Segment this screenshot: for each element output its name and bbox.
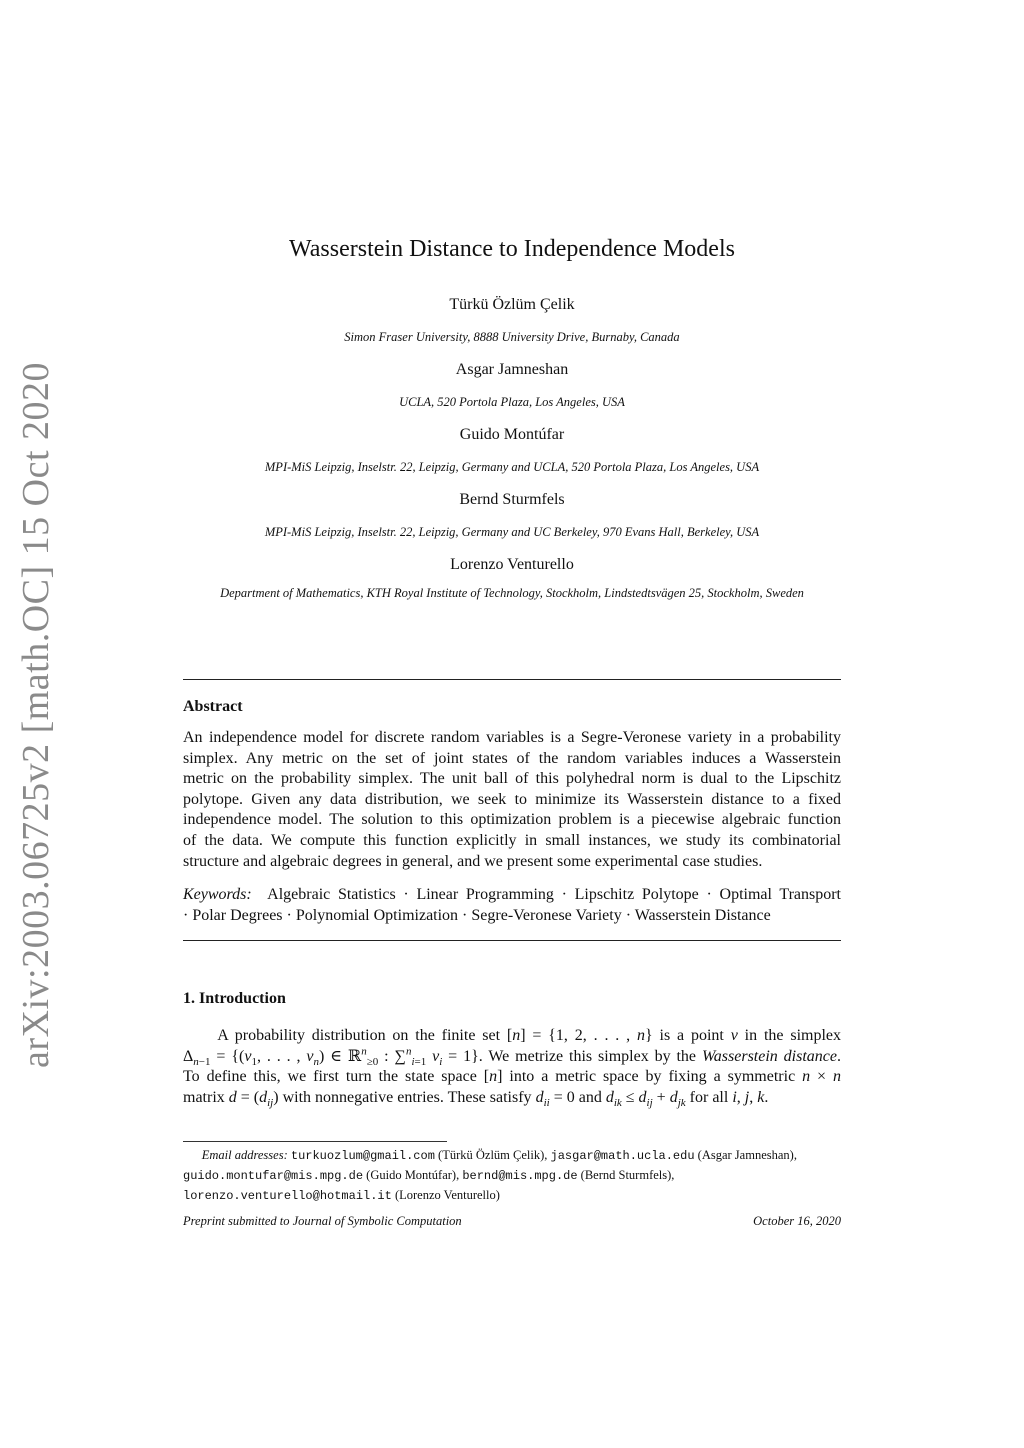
keywords-line: Algebraic Statistics · Linear Programming · Lipschitz Polytope · Optimal Transport [267, 886, 842, 903]
divider [183, 679, 841, 680]
email-link[interactable]: guido.montufar@mis.mpg.de [183, 1169, 364, 1183]
keywords-line: · Polar Degrees · Polynomial Optimization · Segre-Veronese Variety · Wasserstein Distance [183, 906, 771, 924]
abstract-line: simplex. Any metric on the set of joint states of the random variables induces a Wasserstein [183, 749, 841, 767]
footer-journal: Preprint submitted to Journal of Symbolic Computation [183, 1214, 462, 1228]
footnote: Email addresses: turkuozlum@gmail.com (Türkü Özlüm Çelik), jasgar@math.ucla.edu (Asgar Jamneshan), guido.montufar@mis.mpg.de (Guido Montúfar), bernd@mis.mpg.de (Bernd Sturmfels), lorenzo.venturello@hotmail.it (Lorenzo Venturello) [183, 1148, 797, 1203]
keywords [183, 885, 841, 926]
author-affiliation: UCLA, 520 Portola Plaza, Los Angeles, USA [399, 395, 625, 409]
author-affiliation: Department of Mathematics, KTH Royal Institute of Technology, Stockholm, Lindstedtsvägen 25, Stockholm, Sweden [220, 586, 804, 600]
author-affiliation: Simon Fraser University, 8888 University Drive, Burnaby, Canada [344, 330, 680, 344]
abstract-heading: Abstract [183, 698, 243, 715]
abstract-line: independence model. The solution to this optimization problem is a piecewise algebraic function [183, 811, 841, 829]
footnote-label: Email addresses: [201, 1148, 288, 1162]
email-link[interactable]: jasgar@math.ucla.edu [550, 1149, 695, 1163]
author-affiliation: MPI-MiS Leipzig, Inselstr. 22, Leipzig, Germany and UC Berkeley, 970 Evans Hall, Berkeley, USA [264, 525, 760, 539]
author-name: Asgar Jamneshan [455, 361, 569, 378]
author-name: Guido Montúfar [459, 426, 565, 443]
abstract-line: structure and algebraic degrees in general, and we present some experimental case studies. [183, 852, 763, 870]
introduction-text: A probability distribution on the finite set [n] = {1, 2, . . . , n} is a point ν in the simplex $\Delta_{n-1} = \{(\nu_1$, . . . , $\nu_n$) ∈ ℝ$^n_{\ge 0}$ : ∑$^n_{i=1}$ $\nu_i = 1$}. We metrize this simplex by the Wasserstein distance. To define this, we first turn the state space [n] into a metric space by fixing a symmetric n × n matrix $d = (d_{ij})$ with nonnegative entries. These satisfy $d_{ii} = 0$ and $d_{ik} \le d_{ij} + d_{jk}$ for all i, j, k. [183, 1027, 842, 1109]
abstract-line: polytope. Given any data distribution, we seek to minimize its Wasserstein distance to a fixed [183, 790, 841, 808]
author-affiliation: MPI-MiS Leipzig, Inselstr. 22, Leipzig, Germany and UCLA, 520 Portola Plaza, Los Angeles, USA [264, 460, 760, 474]
divider [183, 940, 841, 941]
abstract-line: metric on the probability simplex. The unit ball of this polyhedral norm is dual to the Lipschitz [183, 770, 841, 788]
author-name: Bernd Sturmfels [459, 491, 565, 508]
abstract-line: An independence model for discrete random variables is a Segre-Veronese variety in a probability [183, 729, 841, 746]
email-link[interactable]: lorenzo.venturello@hotmail.it [183, 1189, 392, 1203]
author-name: Türkü Özlüm Çelik [449, 296, 575, 313]
section-heading: 1. Introduction [183, 990, 286, 1007]
email-link[interactable]: bernd@mis.mpg.de [462, 1169, 578, 1183]
author-name: Lorenzo Venturello [450, 556, 574, 573]
keywords-label: Keywords: [183, 886, 252, 903]
paper-title: Wasserstein Distance to Independence Models [289, 236, 735, 262]
footer-date: October 16, 2020 [753, 1214, 841, 1228]
arxiv-stamp: arXiv:2003.06725v2 [math.OC] 15 Oct 2020 [15, 361, 57, 1068]
abstract-line: of the data. We compute this function explicitly in small instances, we study its combinatorial [183, 831, 841, 849]
abstract-text [183, 728, 841, 872]
footnote-rule [183, 1141, 447, 1142]
email-link[interactable]: turkuozlum@gmail.com [290, 1149, 435, 1163]
